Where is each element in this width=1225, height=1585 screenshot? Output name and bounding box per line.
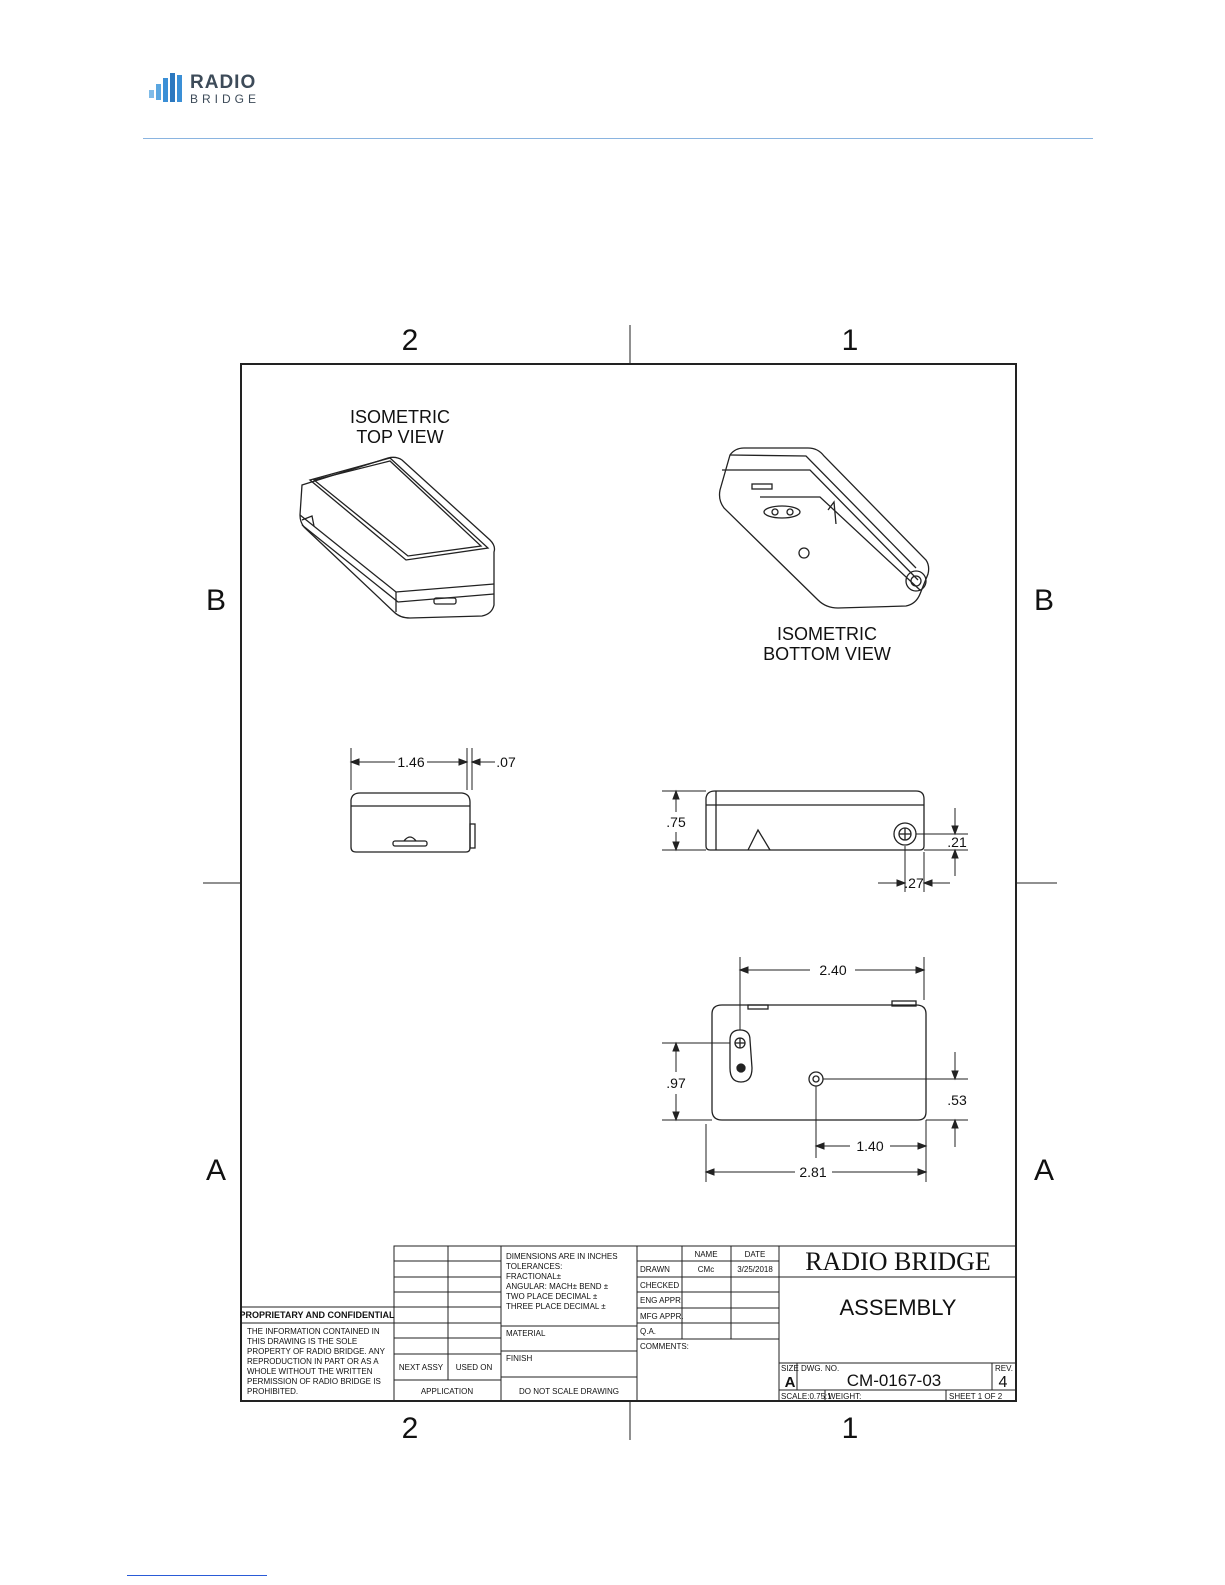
proprietary-line: PROHIBITED. [247,1387,299,1396]
bottom-view [712,1001,926,1120]
side-view [706,791,924,850]
tolerance-line: DIMENSIONS ARE IN INCHES [506,1252,618,1261]
tolerance-line: TOLERANCES: [506,1262,563,1271]
iso-top-label-1: ISOMETRIC [349,407,451,427]
dim-1-46: 1.46 [397,754,425,770]
proprietary-line: PROPERTY OF RADIO BRIDGE. ANY [247,1347,385,1356]
dim-0-75: .75 [666,814,686,830]
rev-label: REV. [995,1364,1013,1373]
proprietary-line: PERMISSION OF RADIO BRIDGE IS [247,1377,381,1386]
zone-left-upper: B [205,584,227,617]
scale-label: SCALE:0.75:1 [781,1392,832,1401]
dim-0-97: .97 [666,1075,686,1091]
dim-0-53: .53 [947,1092,967,1108]
proprietary-line: WHOLE WITHOUT THE WRITTEN [247,1367,373,1376]
finish-label: FINISH [506,1354,533,1363]
application-label: APPLICATION [420,1387,474,1396]
weight-label: WEIGHT: [828,1392,862,1401]
proprietary-line: THIS DRAWING IS THE SOLE [247,1337,358,1346]
zone-left-lower: A [205,1154,227,1187]
zone-bottom-left: 2 [401,1412,419,1445]
date-header: DATE [744,1250,766,1259]
zone-top-left: 2 [401,324,419,357]
used-on-label: USED ON [455,1363,493,1372]
dim-0-21: .21 [947,834,967,850]
zone-bottom-right: 1 [841,1412,859,1445]
zone-right-lower: A [1033,1154,1055,1187]
iso-top-label-2: TOP VIEW [356,427,444,447]
dim-2-81: 2.81 [799,1164,827,1180]
dim-0-07: .07 [496,754,516,770]
do-not-scale-label: DO NOT SCALE DRAWING [518,1387,620,1396]
rev-value: 4 [998,1374,1008,1391]
comments-label: COMMENTS: [640,1342,689,1351]
dim-0-27: .27 [904,875,924,891]
zone-top-right: 1 [841,324,859,357]
next-assy-label: NEXT ASSY [398,1363,444,1372]
iso-top-view [300,457,495,618]
size-label: SIZE [781,1364,799,1373]
proprietary-title: PROPRIETARY AND CONFIDENTIAL [239,1310,395,1320]
drawing-title: ASSEMBLY [839,1295,957,1320]
proprietary-line: THE INFORMATION CONTAINED IN [247,1327,380,1336]
front-view [351,793,475,852]
company-name: RADIO BRIDGE [805,1247,991,1276]
qa-label: Q.A. [640,1327,657,1336]
tolerance-line: TWO PLACE DECIMAL ± [506,1292,598,1301]
sheet-label: SHEET 1 OF 2 [949,1392,1003,1401]
material-label: MATERIAL [506,1329,546,1338]
footer-divider [127,1575,267,1576]
drawn-date: 3/25/2018 [737,1265,773,1274]
iso-bottom-label-2: BOTTOM VIEW [763,644,891,664]
tolerance-line: THREE PLACE DECIMAL ± [506,1302,606,1311]
drawn-label: DRAWN [640,1265,670,1274]
checked-label: CHECKED [640,1281,680,1290]
zone-right-upper: B [1033,584,1055,617]
eng-appr-label: ENG APPR. [640,1296,684,1305]
proprietary-line: REPRODUCTION IN PART OR AS A [247,1357,379,1366]
logo-line-1: RADIO [190,72,257,93]
size-value: A [784,1374,796,1391]
name-header: NAME [694,1250,718,1259]
tolerance-line: FRACTIONAL± [506,1272,562,1281]
logo-line-2: BRIDGE [190,92,261,106]
dwg-no-label: DWG. NO. [801,1364,840,1373]
mfg-appr-label: MFG APPR. [640,1312,684,1321]
tolerance-line: ANGULAR: MACH± BEND ± [506,1282,609,1291]
iso-bottom-view [720,448,929,608]
drawn-name: CMc [697,1265,715,1274]
dim-1-40: 1.40 [856,1138,884,1154]
iso-bottom-label-1: ISOMETRIC [776,624,878,644]
dwg-no-value: CM-0167-03 [846,1371,942,1390]
dim-2-40: 2.40 [819,962,847,978]
bottom-view-dims [662,957,968,1182]
